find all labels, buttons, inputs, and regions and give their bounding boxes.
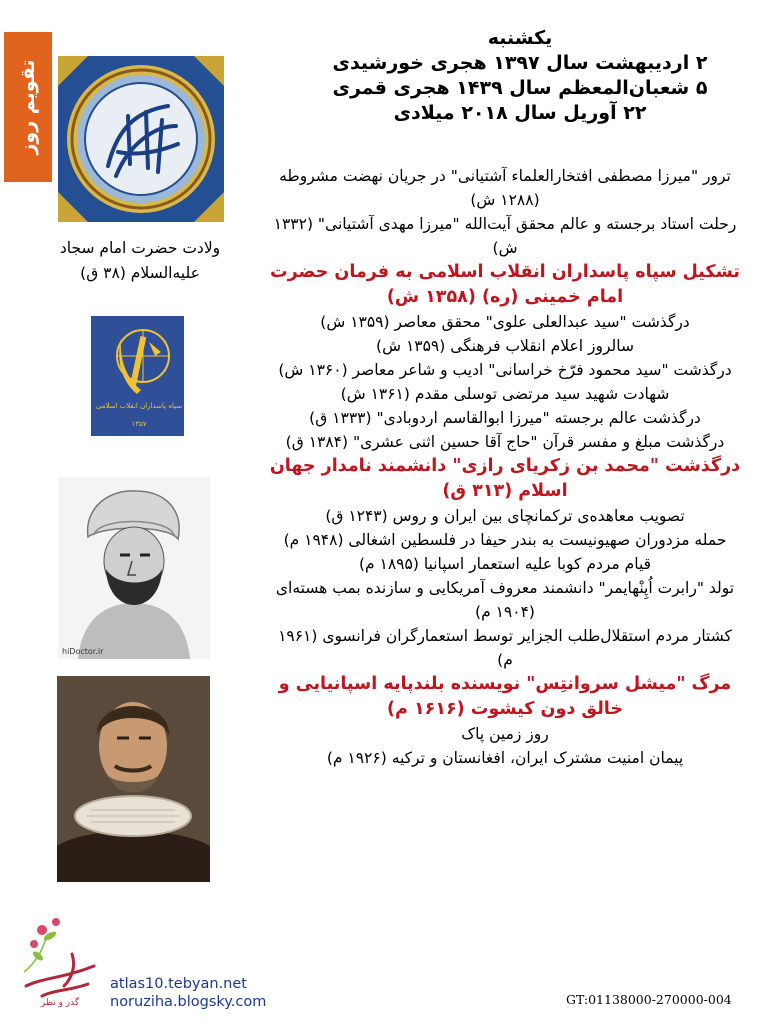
event-item: کشتار مردم استقلال‌طلب الجزایر توسط استعمارگران فرانسوی (۱۹۶۱ م) xyxy=(278,627,732,669)
event-item: سالروز اعلام انقلاب فرهنگی (۱۳۵۹ ش) xyxy=(376,337,634,355)
event-item: درگذشت عالم برجسته "میرزا ابوالقاسم اردوبادی" (۱۳۳۳ ق) xyxy=(309,409,701,427)
date-header xyxy=(300,26,740,126)
event-item: روز زمین پاک xyxy=(461,725,549,743)
event-item: تولد "رابرت اُپِنْهایمر" دانشمند معروف آمریکایی و سازنده بمب هسته‌ای (۱۹۰۴ م) xyxy=(275,579,735,621)
irgc-emblem-year: ۱۳۵۷ xyxy=(131,420,147,428)
event-item: درگذشت "سید عبدالعلی علوی" محقق معاصر (۱۳۵۹ ش) xyxy=(320,313,690,331)
site-links xyxy=(110,975,266,1011)
calendar-tab xyxy=(4,32,52,182)
highlighted-event: درگذشت "محمد بن زکریای رازی" دانشمند نامدار جهان اسلام (۳۱۳ ق) xyxy=(269,456,741,501)
imam-sajjad-calligraphy-image xyxy=(58,56,224,222)
razi-watermark: hiDoctor.ir xyxy=(62,647,104,656)
site-logo xyxy=(12,908,107,1008)
event-item: شهادت شهید سید مرتضی توسلی مقدم (۱۳۶۱ ش) xyxy=(340,385,670,403)
logo-text: گذر و نظر xyxy=(40,998,80,1008)
event-item: تصویب معاهده‌ی ترکمانچای بین ایران و روس (۱۲۴۳ ق) xyxy=(325,507,685,525)
weekday: یکشنبه xyxy=(487,27,553,49)
event-item: پیمان امنیت مشترک ایران، افغانستان و ترکیه (۱۹۲۶ م) xyxy=(326,749,684,767)
lunar-date: ۵ شعبان‌المعظم سال ۱۴۳۹ هجری قمری xyxy=(332,77,708,99)
event-item: رحلت استاد برجسته و عالم محقق آیت‌الله "میرزا مهدی آشتیانی" (۱۳۳۲ ش) xyxy=(273,215,737,257)
highlighted-event: مرگ "میشل سروانتِس" نویسنده بلندپایه اسپانیایی و خالق دون کیشوت (۱۶۱۶ م) xyxy=(278,674,732,719)
solar-date: ۲ اردیبهشت سال ۱۳۹۷ هجری خورشیدی xyxy=(332,52,708,74)
event-item: درگذشت مبلغ و مفسر قرآن "حاج آقا حسین اثنی عشری" (۱۳۸۴ ق) xyxy=(285,433,725,451)
irgc-emblem-text: سپاه پاسداران انقلاب اسلامی xyxy=(95,402,183,410)
link-blogsky[interactable]: noruziha.blogsky.com xyxy=(110,994,267,1010)
gt-code: GT:01138000-270000-004 xyxy=(566,992,732,1007)
link-tebyan[interactable]: atlas10.tebyan.net xyxy=(110,976,247,992)
event-item: ترور "میرزا مصطفی افتخارالعلماء آشتیانی" در جریان نهضت مشروطه (۱۲۸۸ ش) xyxy=(279,167,731,209)
irgc-emblem-image xyxy=(91,316,184,436)
event-item: قیام مردم کوبا علیه استعمار اسپانیا (۱۸۹۵ م) xyxy=(358,555,652,573)
cervantes-portrait-image xyxy=(57,676,210,882)
event-item: درگذشت "سید محمود فرّخ خراسانی" ادیب و شاعر معاصر (۱۳۶۰ ش) xyxy=(278,361,732,379)
events-list xyxy=(268,164,742,770)
birth-caption: ولادت حضرت امام سجاد علیه‌السلام (۳۸ ق) xyxy=(59,239,221,282)
razi-portrait-image xyxy=(58,477,210,659)
highlighted-event: تشکیل سپاه پاسداران انقلاب اسلامی به فرمان حضرت امام خمینی (ره) (۱۳۵۸ ش) xyxy=(270,262,740,307)
gregorian-date: ۲۲ آوریل سال ۲۰۱۸ میلادی xyxy=(393,102,647,124)
calendar-tab-label: تقویم روز xyxy=(17,59,39,155)
event-item: حمله مزدوران صهیونیست به بندر حیفا در فلسطین اشغالی (۱۹۴۸ م) xyxy=(283,531,727,549)
